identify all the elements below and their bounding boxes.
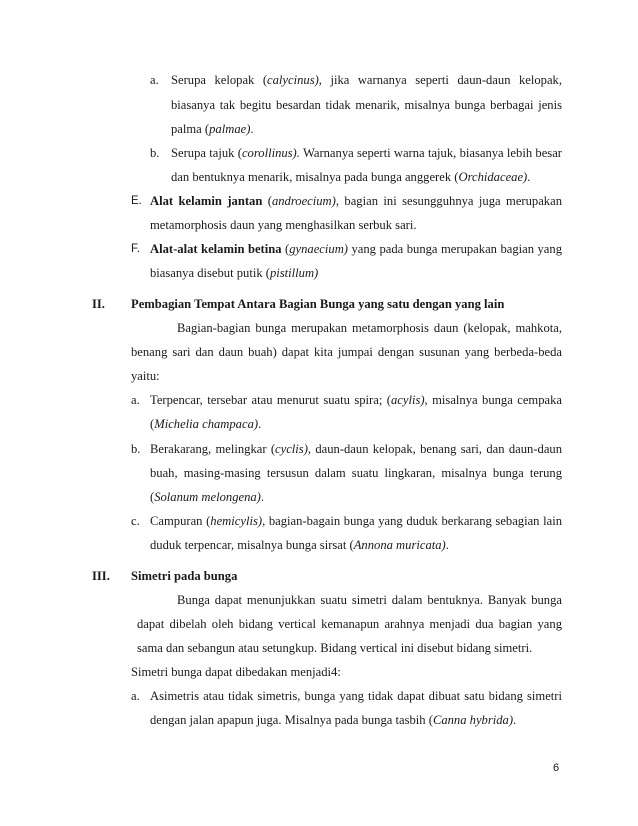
paragraph-line: Simetri bunga dapat dibedakan menjadi4: (131, 665, 341, 679)
paragraph-line: dengan jalan apapun juga. Misalnya pada bunga tasbih (Canna hybrida). (150, 713, 517, 727)
paragraph-line: duduk terpencar, misalnya bunga sirsat (Annona muricata). (150, 538, 449, 552)
paragraph-line: Serupa tajuk (corollinus). Warnanya seperti warna tajuk, biasanya lebih besar (171, 146, 562, 160)
section-numeral: III. (92, 569, 110, 583)
paragraph-line: (Solanum melongena). (150, 490, 265, 504)
item-label: F. (131, 243, 140, 255)
paragraph-line: dapat dibelah oleh bidang vertical kemanapun arahnya menjadi dua bagian yang (137, 617, 562, 631)
paragraph-line: yaitu: (131, 369, 160, 383)
item-label: c. (131, 514, 140, 528)
item-label: a. (131, 689, 140, 703)
paragraph-line: Bagian-bagian bunga merupakan metamorphosis daun (kelopak, mahkota, (177, 321, 562, 335)
page-number: 6 (553, 762, 560, 774)
item-label: a. (131, 393, 140, 407)
paragraph-line: palma (palmae). (171, 122, 254, 136)
paragraph-line: Serupa kelopak (calycinus), jika warnanya seperti daun-daun kelopak, (171, 73, 562, 87)
paragraph-line: biasanya tak begitu besardan tidak menarik, misalnya bunga berbagai jenis (171, 98, 562, 112)
paragraph-line: Berakarang, melingkar (cyclis), daun-daun kelopak, benang sari, dan daun-daun (150, 442, 562, 456)
paragraph-line: Campuran (hemicylis), bagian-bagain bunga yang duduk berkarang sebagian lain (150, 514, 562, 528)
paragraph-line: Bunga dapat menunjukkan suatu simetri dalam bentuknya. Banyak bunga (177, 593, 562, 607)
section-heading: Pembagian Tempat Antara Bagian Bunga yang satu dengan yang lain (131, 297, 505, 311)
paragraph-line: Alat kelamin jantan (androecium), bagian ini sesungguhnya juga merupakan (150, 194, 562, 208)
paragraph-line: metamorphosis daun yang menghasilkan serbuk sari. (150, 218, 417, 232)
item-label: E. (131, 195, 142, 207)
paragraph-line: sama dan sebangun atau setungkup. Bidang vertical ini disebut bidang simetri. (137, 641, 533, 655)
section-heading: Simetri pada bunga (131, 569, 238, 583)
paragraph-line: dan bentuknya menarik, misalnya pada bunga anggerek (Orchidaceae). (171, 170, 531, 184)
paragraph-line: buah, masing-masing tersusun dalam suatu lingkaran, misalnya bunga terung (150, 466, 562, 480)
paragraph-line: Asimetris atau tidak simetris, bunga yang tidak dapat dibuat satu bidang simetri (150, 689, 562, 703)
paragraph-line: Alat-alat kelamin betina (gynaecium) yang pada bunga merupakan bagian yang (150, 242, 562, 256)
item-label: b. (150, 146, 160, 160)
paragraph-line: benang sari dan daun buah) dapat kita jumpai dengan susunan yang berbeda-beda (131, 345, 562, 359)
paragraph-line: biasanya disebut putik (pistillum) (150, 266, 319, 280)
item-label: b. (131, 442, 141, 456)
section-numeral: II. (92, 297, 105, 311)
paragraph-line: Terpencar, tersebar atau menurut suatu spira; (acylis), misalnya bunga cempaka (150, 393, 562, 407)
paragraph-line: (Michelia champaca). (150, 417, 262, 431)
item-label: a. (150, 73, 159, 87)
